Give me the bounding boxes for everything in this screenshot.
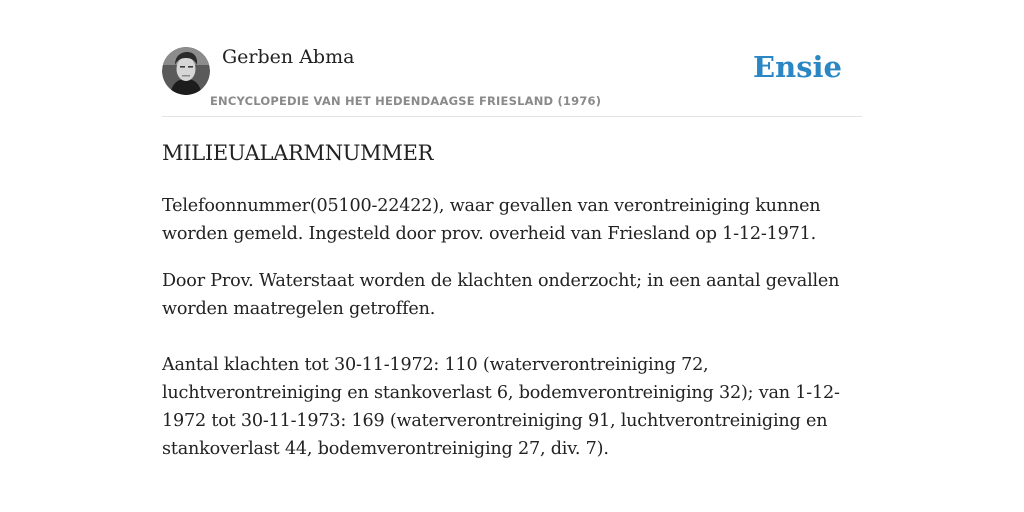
article-paragraph: Telefoonnummer(05100-22422), waar gevallen van verontreiniging kunnen worden gemeld. Ingesteld door prov. overheid van Friesland op 1-12-1971. [162, 196, 821, 244]
article-paragraph: Aantal klachten tot 30-11-1972: 110 (waterverontreiniging 72, luchtverontreiniging en stankoverlast 6, bodemverontreiniging 32); van 1-12-1972 tot 30-11-1973: 169 (waterverontreiniging 91, luchtverontreiniging en stankoverlast 44, bodemverontreiniging 27, div. 7). [162, 355, 840, 459]
brand-logo[interactable]: Ensie [753, 50, 842, 84]
author-photo [162, 47, 210, 95]
article-header [162, 44, 862, 117]
article-title: MILIEUALARMNUMMER [162, 141, 434, 165]
author-avatar[interactable] [162, 47, 210, 95]
source-label[interactable]: ENCYCLOPEDIE VAN HET HEDENDAAGSE FRIESLAND (1976) [210, 94, 602, 108]
article-paragraph: Door Prov. Waterstaat worden de klachten onderzocht; in een aantal gevallen worden maatregelen getroffen. [162, 271, 840, 319]
author-name[interactable]: Gerben Abma [222, 46, 355, 68]
